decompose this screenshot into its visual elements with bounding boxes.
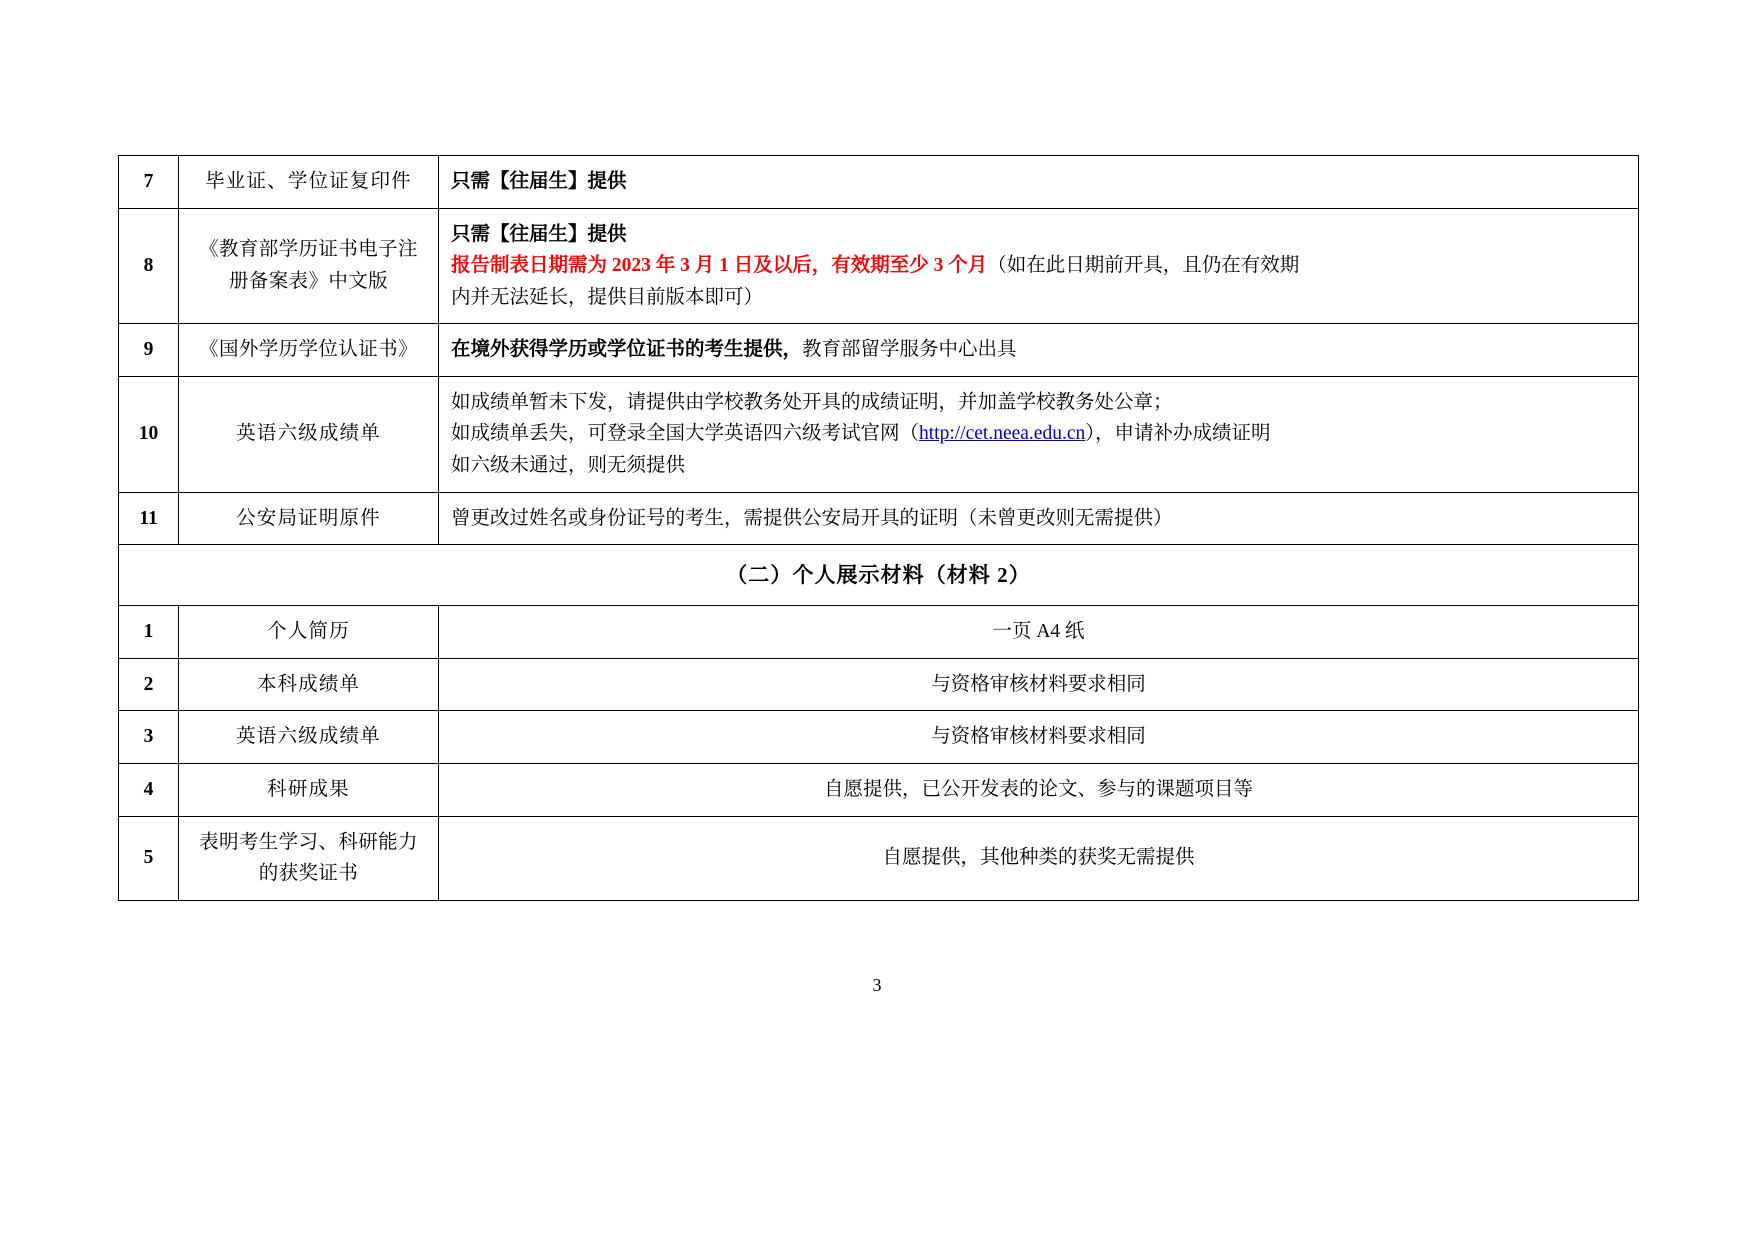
table-cell-description [439, 324, 1639, 377]
text-fragment: 与资格审核材料要求相同 [931, 726, 1146, 748]
description-line [451, 616, 1626, 648]
description-line [451, 669, 1626, 701]
text-fragment: 只需【往届生】提供 [451, 223, 627, 245]
table-cell-number: 5 [119, 816, 179, 900]
description-line [451, 219, 1626, 251]
table-row [119, 208, 1639, 324]
table-cell-number: 11 [119, 492, 179, 545]
text-fragment: 内并无法延长，提供目前版本即可） [451, 286, 764, 308]
table-row [119, 156, 1639, 209]
table-cell-description [439, 816, 1639, 900]
description-line [451, 250, 1626, 282]
text-fragment: 如六级未通过，则无须提供 [451, 455, 686, 477]
table-cell-material-name: 公安局证明原件 [179, 492, 439, 545]
text-fragment: 在境外获得学历或学位证书的考生提供， [451, 339, 803, 361]
text-fragment: 如成绩单暂未下发，请提供由学校教务处开具的成绩证明，并加盖学校教务处公章； [451, 391, 1173, 413]
table-row [119, 816, 1639, 900]
description-line [451, 774, 1626, 806]
table-body [119, 156, 1639, 901]
table-row [119, 658, 1639, 711]
text-fragment: 如成绩单丢失，可登录全国大学英语四六级考试官网（ [451, 423, 920, 445]
table-cell-description [439, 658, 1639, 711]
table-cell-number: 2 [119, 658, 179, 711]
table-cell-number: 4 [119, 763, 179, 816]
table-cell-material-name: 英语六级成绩单 [179, 376, 439, 492]
table-cell-material-name: 表明考生学习、科研能力的获奖证书 [179, 816, 439, 900]
table-cell-description [439, 711, 1639, 764]
description-line [451, 842, 1626, 874]
text-fragment: 只需【往届生】提供 [451, 171, 627, 192]
materials-table [118, 155, 1639, 901]
external-link[interactable]: http://cet.neea.edu.cn [919, 423, 1086, 445]
description-line [451, 721, 1626, 753]
table-cell-description [439, 606, 1639, 659]
section-header-text: （二）个人展示材料（材料 2） [119, 545, 1639, 606]
text-fragment: 自愿提供，已公开发表的论文、参与的课题项目等 [823, 778, 1253, 800]
table-cell-material-name: 本科成绩单 [179, 658, 439, 711]
text-fragment: 曾更改过姓名或身份证号的考生，需提供公安局开具的证明（未曾更改则无需提供） [451, 507, 1173, 529]
description-line [451, 503, 1626, 535]
table-row [119, 711, 1639, 764]
text-fragment: ），申请补办成绩证明 [1085, 423, 1271, 445]
table-cell-number: 1 [119, 606, 179, 659]
table-row [119, 763, 1639, 816]
text-fragment: 一页 A4 纸 [992, 621, 1085, 643]
table-cell-number: 3 [119, 711, 179, 764]
table-cell-material-name: 科研成果 [179, 763, 439, 816]
table-cell-description [439, 208, 1639, 324]
text-fragment: 报告制表日期需为 2023 年 3 月 1 日及以后，有效期至少 3 个月 [451, 255, 988, 277]
table-cell-number: 8 [119, 208, 179, 324]
table-cell-material-name: 个人简历 [179, 606, 439, 659]
table-cell-description [439, 156, 1639, 209]
table-cell-description [439, 376, 1639, 492]
table-cell-material-name: 毕业证、学位证复印件 [179, 156, 439, 209]
text-fragment: 自愿提供，其他种类的获奖无需提供 [882, 847, 1195, 869]
text-fragment: （如在此日期前开具，且仍在有效期 [987, 255, 1300, 277]
description-line [451, 387, 1626, 419]
table-row [119, 376, 1639, 492]
description-line [451, 418, 1626, 450]
description-line [451, 334, 1626, 366]
table-cell-number: 9 [119, 324, 179, 377]
description-line [451, 282, 1626, 314]
table-row [119, 324, 1639, 377]
description-line [451, 450, 1626, 482]
page-number: 3 [872, 975, 882, 995]
table-cell-number: 7 [119, 156, 179, 209]
description-line [451, 166, 1626, 198]
table-row [119, 606, 1639, 659]
table-cell-material-name: 《国外学历学位认证书》 [179, 324, 439, 377]
table-row [119, 492, 1639, 545]
table-cell-material-name: 《教育部学历证书电子注册备案表》中文版 [179, 208, 439, 324]
table-cell-material-name: 英语六级成绩单 [179, 711, 439, 764]
section-header-row [119, 545, 1639, 606]
table-cell-number: 10 [119, 376, 179, 492]
text-fragment: 教育部留学服务中心出具 [802, 339, 1017, 361]
table-cell-description [439, 492, 1639, 545]
table-cell-description [439, 763, 1639, 816]
text-fragment: 与资格审核材料要求相同 [931, 673, 1146, 695]
